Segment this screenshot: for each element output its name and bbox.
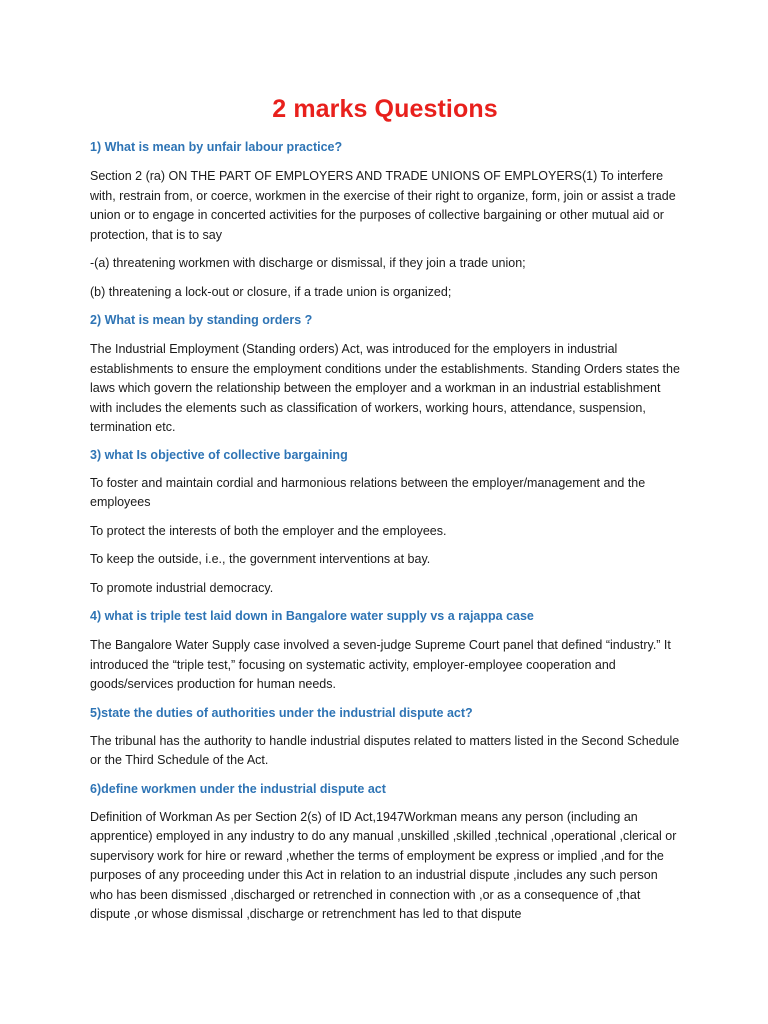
answer-paragraph: To foster and maintain cordial and harmonious relations between the employer/management and the employees — [90, 475, 646, 509]
answer-paragraph: To protect the interests of both the employer and the employees. — [90, 523, 447, 538]
answer-paragraph: The tribunal has the authority to handle industrial disputes related to matters listed in the Second Schedule or the Third Schedule of the Act. — [90, 733, 680, 767]
page-title: 2 marks Questions — [272, 95, 498, 123]
answer-paragraph: Section 2 (ra) ON THE PART OF EMPLOYERS AND TRADE UNIONS OF EMPLOYERS(1) To interfere with, restrain from, or coerce, workmen in the exercise of their right to organize, form, join or assist a trade union or to engage in concerted activities for the purposes of collective bargaining or other mutual aid or protection, that is to say — [90, 169, 676, 242]
answer-paragraph: (b) threatening a lock-out or closure, if a trade union is organized; — [90, 284, 452, 299]
question-heading-6: 6)define workmen under the industrial dispute act — [90, 781, 386, 796]
answer-paragraph: To promote industrial democracy. — [90, 580, 274, 595]
answer-paragraph: The Industrial Employment (Standing orders) Act, was introduced for the employers in industrial establishments to ensure the employment conditions under the establishments. Standing Orders states the laws which govern the relationship between the employer and a workman in an industrial establishment with includes the elements such as classification of workers, working hours, attendance, suspension, termination etc. — [90, 342, 680, 434]
question-heading-5: 5)state the duties of authorities under the industrial dispute act? — [90, 705, 473, 720]
answer-paragraph: The Bangalore Water Supply case involved a seven-judge Supreme Court panel that defined “industry.” It introduced the “triple test,” focusing on systematic activity, employer-employee cooperation and goods/services production for human needs. — [90, 638, 671, 691]
question-heading-3: 3) what Is objective of collective bargaining — [90, 447, 348, 462]
answer-paragraph: Definition of Workman As per Section 2(s) of ID Act,1947Workman means any person (including an apprentice) employed in any industry to do any manual ,unskilled ,skilled ,technical ,operational ,clerical or supervisory work for hire or reward ,whether the terms of employment be express or implied ,and for the purposes of any proceeding under this Act in relation to an industrial dispute ,includes any such person who has been dismissed ,discharged or retrenched in connection with ,or as a consequence of ,that dispute ,or whose dismissal ,discharge or retrenchment has led to that dispute — [90, 809, 677, 921]
question-heading-1: 1) What is mean by unfair labour practice? — [90, 140, 343, 154]
question-heading-2: 2) What is mean by standing orders ? — [90, 313, 313, 327]
answer-paragraph: To keep the outside, i.e., the government interventions at bay. — [90, 552, 431, 566]
question-heading-4: 4) what is triple test laid down in Bangalore water supply vs a rajappa case — [90, 609, 534, 623]
answer-paragraph: -(a) threatening workmen with discharge or dismissal, if they join a trade union; — [90, 256, 526, 270]
